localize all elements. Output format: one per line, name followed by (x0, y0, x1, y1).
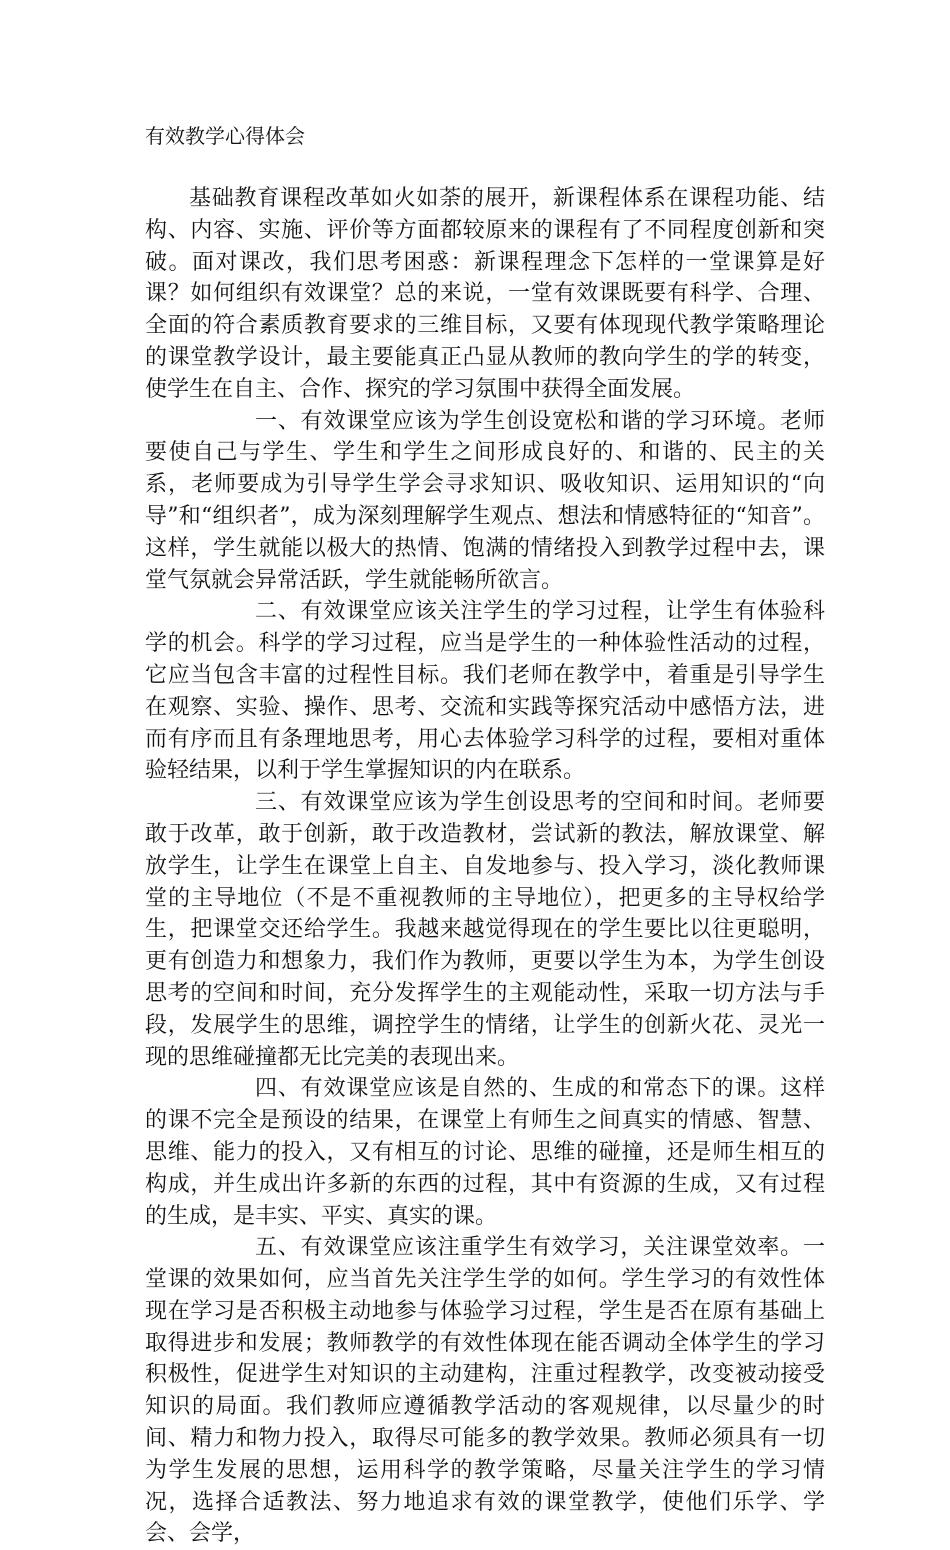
paragraph-intro: 基础教育课程改革如火如荼的展开，新课程体系在课程功能、结构、内容、实施、评价等方面都较原来的课程有了不同程度创新和突破。面对课改，我们思考困惑：新课程理念下怎样的一堂课算是好课？如何组织有效课堂？总的来说，一堂有效课既要有科学、合理、全面的符合素质教育要求的三维目标，又要有体现现代教学策略理论的课堂教学设计，最主要能真正凸显从教师的教向学生的学的转变，使学生在自主、合作、探究的学习氛围中获得全面发展。 (145, 186, 825, 402)
paragraph-section-3: 三、有效课堂应该为学生创设思考的空间和时间。老师要敢于改革，敢于创新，敢于改造教材，尝试新的教法，解放课堂、解放学生，让学生在课堂上自主、自发地参与、投入学习，淡化教师课堂的主导地位（不是不重视教师的主导地位），把更多的主导权给学生，把课堂交还给学生。我越来越觉得现在的学生要比以往更聪明，更有创造力和想象力，我们作为教师，更要以学生为本，为学生创设思考的空间和时间，充分发挥学生的主观能动性，采取一切方法与手段，发展学生的思维，调控学生的情绪，让学生的创新火花、灵光一现的思维碰撞都无比完美的表现出来。 (145, 790, 825, 1070)
paragraph-section-5: 五、有效课堂应该注重学生有效学习，关注课堂效率。一堂课的效果如何，应当首先关注学生学的如何。学生学习的有效性体现在学习是否积极主动地参与体验学习过程，学生是否在原有基础上取得进步和发展；教师教学的有效性体现在能否调动全体学生的学习积极性，促进学生对知识的主动建构，注重过程教学，改变被动接受知识的局面。我们教师应遵循教学活动的客观规律，以尽量少的时间、精力和物力投入，取得尽可能多的教学效果。教师必须具有一切为学生发展的思想，运用科学的教学策略，尽量关注学生的学习情况，选择合适教法、努力地追求有效的课堂教学，使他们乐学、学会、会学， (145, 1235, 825, 1547)
document-page (145, 120, 825, 1550)
paragraph-section-1: 一、有效课堂应该为学生创设宽松和谐的学习环境。老师要使自己与学生、学生和学生之间形成良好的、和谐的、民主的关系，老师要成为引导学生学会寻求知识、吸收知识、运用知识的“向导”和“组织者”，成为深刻理解学生观点、想法和情感特征的“知音”。这样，学生就能以极大的热情、饱满的情绪投入到教学过程中去，课堂气氛就会异常活跃，学生就能畅所欲言。 (145, 408, 825, 593)
paragraph-section-2: 二、有效课堂应该关注学生的学习过程，让学生有体验科学的机会。科学的学习过程，应当是学生的一种体验性活动的过程，它应当包含丰富的过程性目标。我们老师在教学中，着重是引导学生在观察、实验、操作、思考、交流和实践等探究活动中感悟方法，进而有序而且有条理地思考，用心去体验学习科学的过程，要相对重体验轻结果，以利于学生掌握知识的内在联系。 (145, 599, 825, 784)
paragraph-section-4: 四、有效课堂应该是自然的、生成的和常态下的课。这样的课不完全是预设的结果，在课堂上有师生之间真实的情感、智慧、思维、能力的投入，又有相互的讨论、思维的碰撞，还是师生相互的构成，并生成出许多新的东西的过程，其中有资源的生成，又有过程的生成，是丰实、平实、真实的课。 (145, 1076, 825, 1229)
document-title: 有效教学心得体会 (145, 124, 305, 148)
